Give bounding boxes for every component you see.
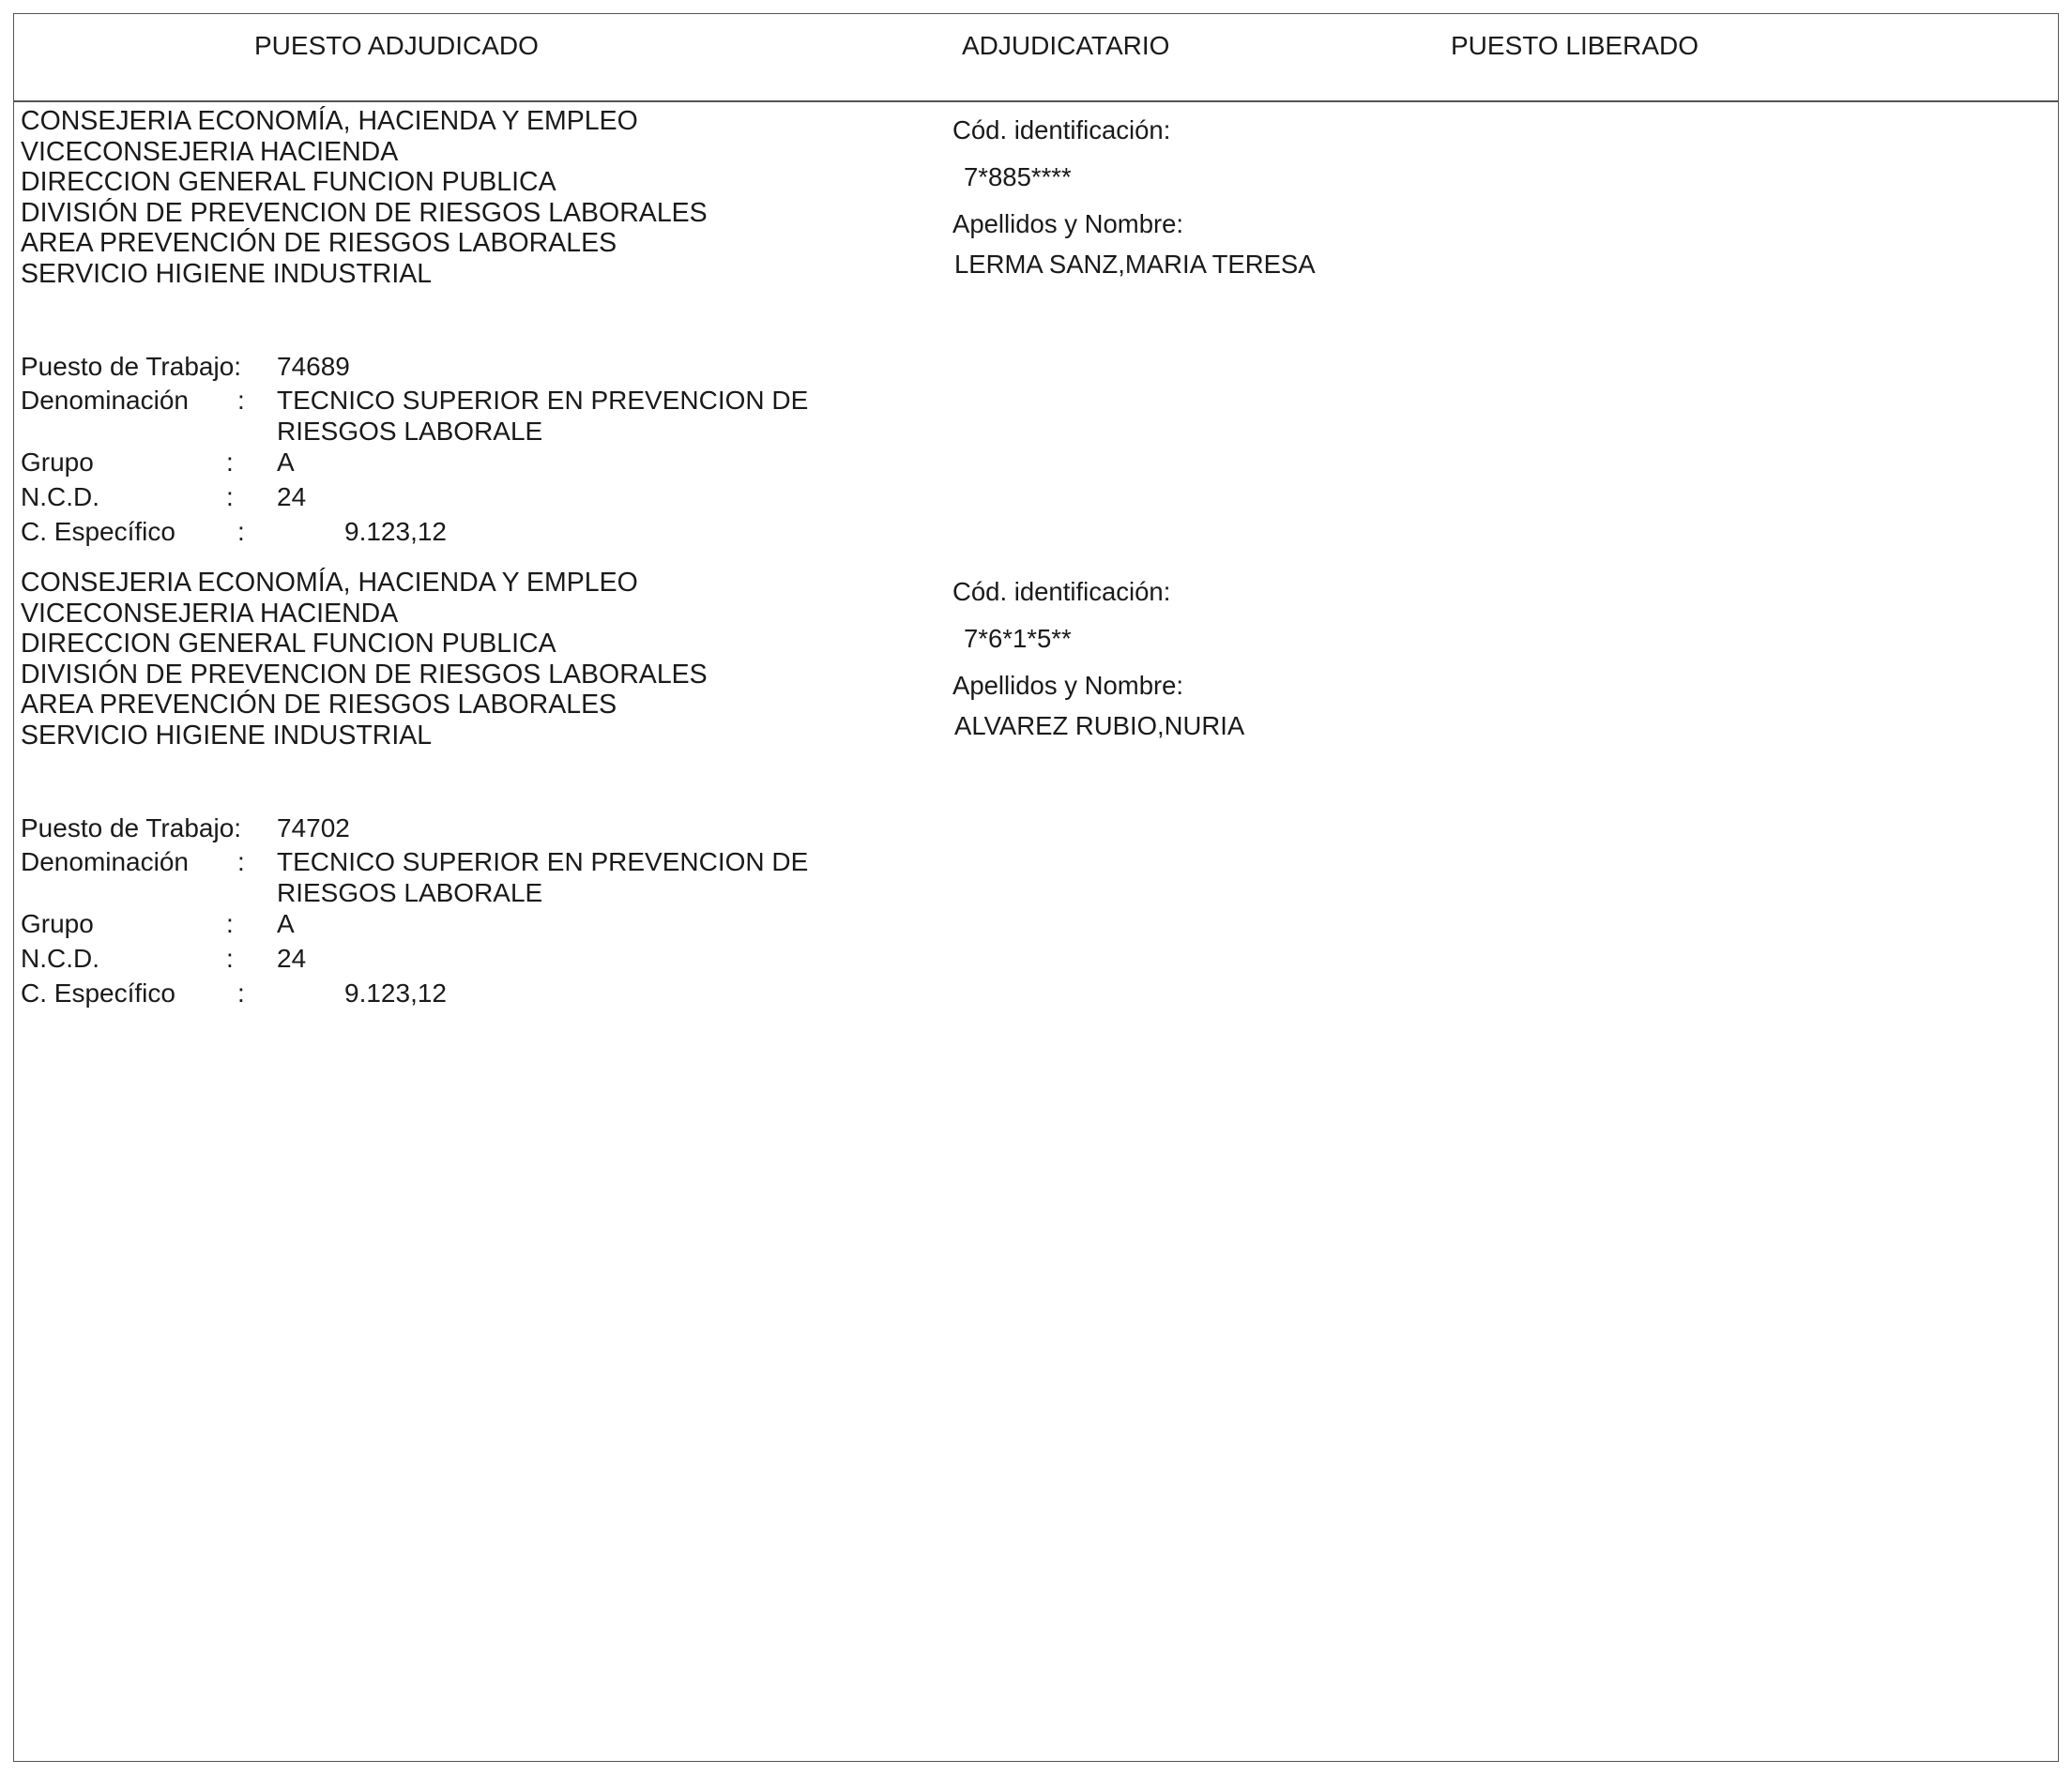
grupo-value: A <box>277 909 295 938</box>
denominacion-value-line1: TECNICO SUPERIOR EN PREVENCION DE <box>277 386 809 415</box>
grupo-value: A <box>277 448 295 477</box>
cod-identificacion-label: Cód. identificación: <box>952 115 1171 144</box>
org-line: VICECONSEJERIA HACIENDA <box>21 136 399 167</box>
ncd-colon: : <box>226 482 234 511</box>
especifico-colon: : <box>237 517 245 546</box>
puesto-label: Puesto de Trabajo: <box>21 352 242 381</box>
especifico-value: 9.123,12 <box>344 979 447 1008</box>
ncd-label: N.C.D. <box>21 944 99 973</box>
header-adjudicatario: ADJUDICATARIO <box>962 31 1170 60</box>
organization-block <box>21 106 708 289</box>
organization-block <box>21 568 708 751</box>
especifico-value: 9.123,12 <box>344 517 447 546</box>
denominacion-value-line2: RIESGOS LABORALE <box>277 417 543 446</box>
org-line: CONSEJERIA ECONOMÍA, HACIENDA Y EMPLEO <box>21 568 638 598</box>
puesto-value: 74689 <box>277 352 350 381</box>
document-frame <box>13 13 2059 1762</box>
header-puesto-liberado: PUESTO LIBERADO <box>1451 31 1699 60</box>
ncd-colon: : <box>226 944 234 973</box>
table-header <box>14 14 2058 102</box>
denominacion-value-line2: RIESGOS LABORALE <box>277 878 543 907</box>
org-line: AREA PREVENCIÓN DE RIESGOS LABORALES <box>21 690 617 720</box>
cod-identificacion-value: 7*6*1*5** <box>964 624 1072 653</box>
nombre-label: Apellidos y Nombre: <box>952 209 1184 238</box>
org-line: DIRECCION GENERAL FUNCION PUBLICA <box>21 629 556 659</box>
ncd-value: 24 <box>277 482 307 511</box>
nombre-value: LERMA SANZ,MARIA TERESA <box>954 250 1316 279</box>
org-line: DIVISIÓN DE PREVENCION DE RIESGOS LABORALES <box>21 659 708 690</box>
org-line: DIVISIÓN DE PREVENCION DE RIESGOS LABORALES <box>21 197 708 228</box>
puesto-value: 74702 <box>277 813 350 842</box>
entry-row <box>14 106 2060 556</box>
especifico-label: C. Específico <box>21 517 175 546</box>
org-line: DIRECCION GENERAL FUNCION PUBLICA <box>21 167 556 197</box>
grupo-colon: : <box>226 909 234 938</box>
puesto-label: Puesto de Trabajo: <box>21 813 242 842</box>
grupo-colon: : <box>226 448 234 477</box>
org-line: SERVICIO HIGIENE INDUSTRIAL <box>21 258 433 289</box>
ncd-value: 24 <box>277 944 307 973</box>
especifico-colon: : <box>237 979 245 1008</box>
ncd-label: N.C.D. <box>21 482 99 511</box>
cod-identificacion-label: Cód. identificación: <box>952 577 1171 606</box>
denominacion-label: Denominación <box>21 386 189 415</box>
org-line: VICECONSEJERIA HACIENDA <box>21 598 399 629</box>
cod-identificacion-value: 7*885**** <box>964 162 1072 191</box>
denominacion-colon: : <box>237 386 245 415</box>
especifico-label: C. Específico <box>21 979 175 1008</box>
entry-row <box>14 568 2060 1018</box>
nombre-value: ALVAREZ RUBIO,NURIA <box>954 711 1245 740</box>
denominacion-label: Denominación <box>21 847 189 876</box>
header-puesto-adjudicado: PUESTO ADJUDICADO <box>254 31 539 60</box>
org-line: CONSEJERIA ECONOMÍA, HACIENDA Y EMPLEO <box>21 106 638 136</box>
denominacion-value-line1: TECNICO SUPERIOR EN PREVENCION DE <box>277 847 809 876</box>
org-line: AREA PREVENCIÓN DE RIESGOS LABORALES <box>21 228 617 258</box>
grupo-label: Grupo <box>21 909 94 938</box>
grupo-label: Grupo <box>21 448 94 477</box>
org-line: SERVICIO HIGIENE INDUSTRIAL <box>21 720 433 751</box>
nombre-label: Apellidos y Nombre: <box>952 671 1184 700</box>
denominacion-colon: : <box>237 847 245 876</box>
